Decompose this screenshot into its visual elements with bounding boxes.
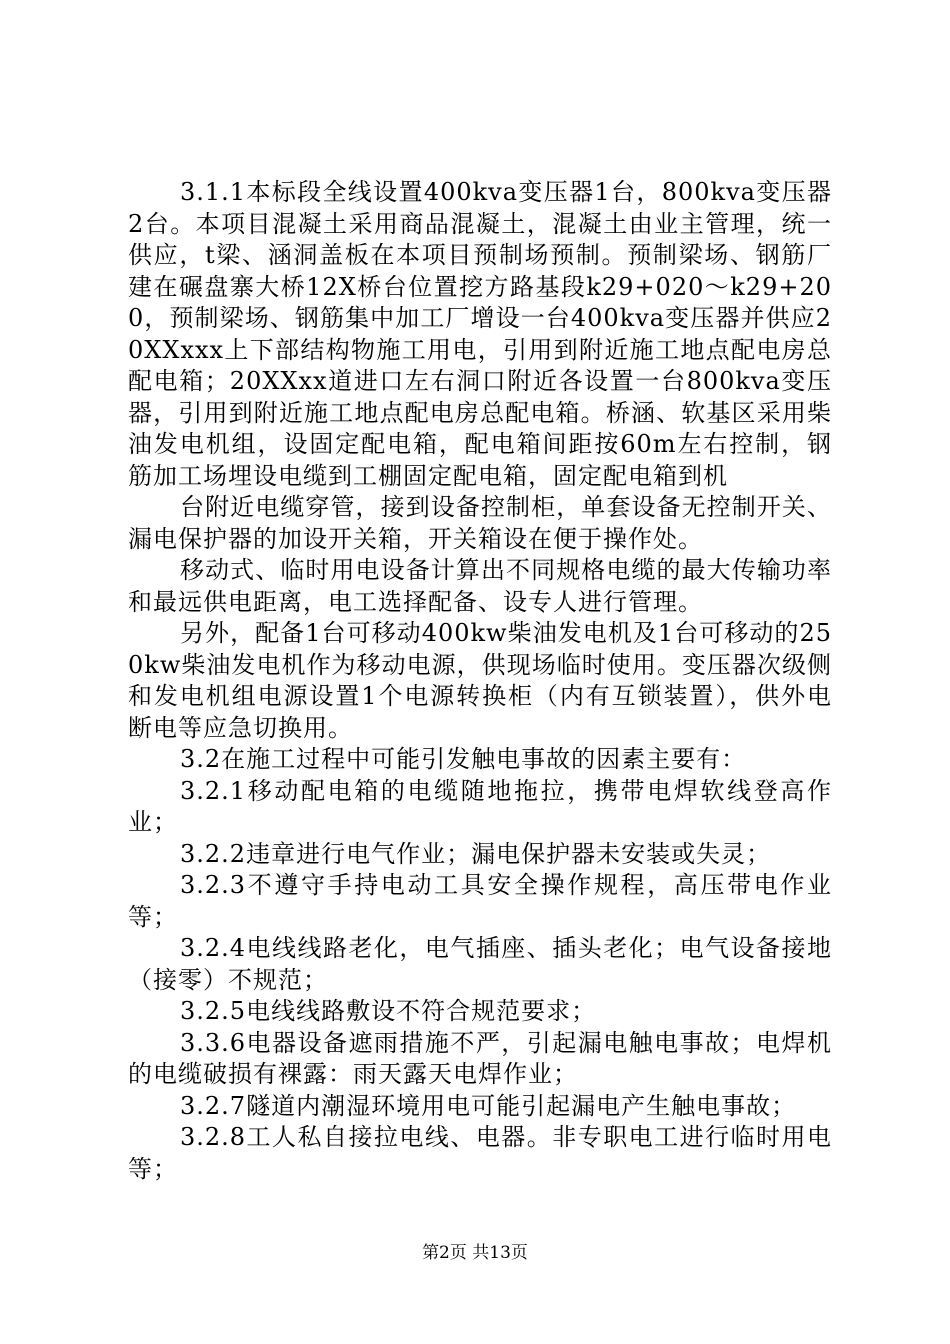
document-body xyxy=(128,177,832,1185)
paragraph-3-2-4: 3.2.4电线线路老化，电气插座、插头老化；电气设备接地（接零）不规范； xyxy=(128,934,832,994)
page-number-label: 第2页 共13页 xyxy=(422,1243,528,1263)
page-footer xyxy=(0,1242,950,1264)
paragraph-backup-generators: 另外，配备1台可移动400kw柴油发电机及1台可移动的250kw柴油发电机作为移动电源，供现场临时使用。变压器次级侧和发电机组电源设置1个电源转换柜（内有互锁装置），供外电断电等应急切换用。 xyxy=(128,619,832,742)
paragraph-3-2-7: 3.2.7隧道内潮湿环境用电可能引起漏电产生触电事故； xyxy=(180,1091,797,1120)
paragraph-3-2: 3.2在施工过程中可能引发触电事故的因素主要有： xyxy=(180,745,747,773)
paragraph-3-3-6: 3.3.6电器设备遮雨措施不严，引起漏电触电事故；电焊机的电缆破损有裸露：雨天露天电焊作业； xyxy=(128,1028,832,1088)
paragraph-3-2-5: 3.2.5电线线路敷设不符合规范要求； xyxy=(180,997,597,1025)
paragraph-3-1-1: 3.1.1本标段全线设置400kva变压器1台，800kva变压器2台。本项目混凝土采用商品混凝土，混凝土由业主管理，统一供应，t梁、涵洞盖板在本项目预制场预制。预制梁场、钢筋厂建在碾盘寨大桥12X桥台位置挖方路基段k29+020～k29+200，预制梁场、钢筋集中加工厂增设一台400kva变压器并供应20XXxxx上下部结构物施工用电，引用到附近施工地点配电房总配电箱；20XXxx道进口左右洞口附近各设置一台800kva变压器，引用到附近施工地点配电房总配电箱。桥涵、软基区采用柴油发电机组，设固定配电箱，配电箱间距按60m左右控制，钢筋加工场埋设电缆到工棚固定配电箱，固定配电箱到机 xyxy=(128,178,832,490)
paragraph-3-2-3: 3.2.3不遵守手持电动工具安全操作规程，高压带电作业等； xyxy=(128,871,832,931)
paragraph-3-2-8: 3.2.8工人私自接拉电线、电器。非专职电工进行临时用电等； xyxy=(128,1123,832,1183)
paragraph-3-2-1: 3.2.1移动配电箱的电缆随地拖拉，携带电焊软线登高作业； xyxy=(128,776,832,836)
paragraph-cable-conduit: 台附近电缆穿管，接到设备控制柜，单套设备无控制开关、漏电保护器的加设开关箱，开关箱设在便于操作处。 xyxy=(128,493,832,553)
paragraph-mobile-equipment: 移动式、临时用电设备计算出不同规格电缆的最大传输功率和最远供电距离，电工选择配备、设专人进行管理。 xyxy=(128,556,832,616)
paragraph-3-2-2: 3.2.2违章进行电气作业；漏电保护器未安装或失灵； xyxy=(180,839,772,868)
